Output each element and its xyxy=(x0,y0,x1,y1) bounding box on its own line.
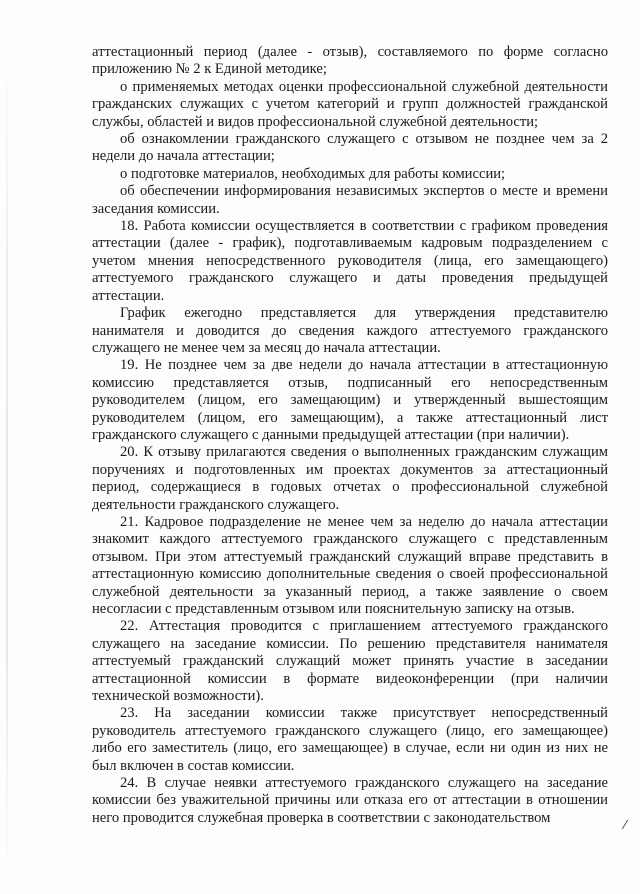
paragraph-continuation: аттестационный период (далее - отзыв), составляемого по форме согласно приложению № 2 к Единой методике; xyxy=(92,44,608,78)
paragraph-evaluation-methods: о применяемых методах оценки профессиональной служебной деятельности гражданских служащих с учетом категорий и групп должностей гражданской службы, областей и видов профессиональной служебной деятельности; xyxy=(92,78,608,130)
paragraph-experts-informing: об обеспечении информирования независимых экспертов о месте и времени заседания комиссии. xyxy=(92,183,608,217)
paragraph-materials: о подготовке материалов, необходимых для работы комиссии; xyxy=(120,165,506,182)
paragraph-20: 20. К отзыву прилагаются сведения о выполненных гражданским служащим поручениях и подготовленных им проектах документов за аттестационный период, содержащиеся в годовых отчетах о профессиональной служебной деятельности гражданского служащего. xyxy=(92,444,608,513)
paragraph-23: 23. На заседании комиссии также присутствует непосредственный руководитель аттестуемого гражданского служащего (лицо, его замещающее) либо его заместитель (лицо, его замещающее) в случае, если ни один из них не был включен в состав комиссии. xyxy=(92,705,608,774)
paragraph-schedule: График ежегодно представляется для утверждения представителю нанимателя и доводится до сведения каждого аттестуемого гражданского служащего не менее чем за месяц до начала аттестации. xyxy=(92,305,608,356)
paragraph-24: 24. В случае неявки аттестуемого гражданского служащего на заседание комиссии без уважительной причины или отказа его от аттестации в отношении него проводится служебная проверка в соответствии с законодательством xyxy=(92,775,608,826)
paragraph-22: 22. Аттестация проводится с приглашением аттестуемого гражданского служащего на заседание комиссии. По решению представителя нанимателя аттестуемый гражданский служащий может принять участие в заседании аттестационной комиссии в формате видеоконференции (при наличии технической возможности). xyxy=(92,618,608,705)
pen-mark-icon: ⁄ xyxy=(624,818,627,832)
paragraph-18: 18. Работа комиссии осуществляется в соответствии с графиком проведения аттестации (далее - график), подготавливаемым кадровым подразделением с учетом мнения непосредственного руководителя (лица, его замещающего) аттестуемого гражданского служащего и даты проведения предыдущей аттестации. xyxy=(92,218,608,304)
paragraph-19: 19. Не позднее чем за две недели до начала аттестации в аттестационную комиссию представляется отзыв, подписанный его непосредственным руководителем (лицом, его замещающим) и утвержденный вышестоящим руководителем (лицом, его замещающим), а также аттестационный лист гражданского служащего с данными предыдущей аттестации (при наличии). xyxy=(92,357,608,443)
scan-edge-shadow xyxy=(6,40,8,890)
document-body xyxy=(92,44,608,827)
paragraph-review-familiarization: об ознакомлении гражданского служащего с отзывом не позднее чем за 2 недели до начала аттестации; xyxy=(92,131,608,165)
paragraph-21: 21. Кадровое подразделение не менее чем за неделю до начала аттестации знакомит каждого аттестуемого гражданского служащего с представленным отзывом. При этом аттестуемый гражданский служащий вправе представить в аттестационную комиссию дополнительные сведения о своей профессиональной служебной деятельности за указанный период, а также заявление о своем несогласии с представленным отзывом или пояснительную записку на отзыв. xyxy=(92,513,608,617)
